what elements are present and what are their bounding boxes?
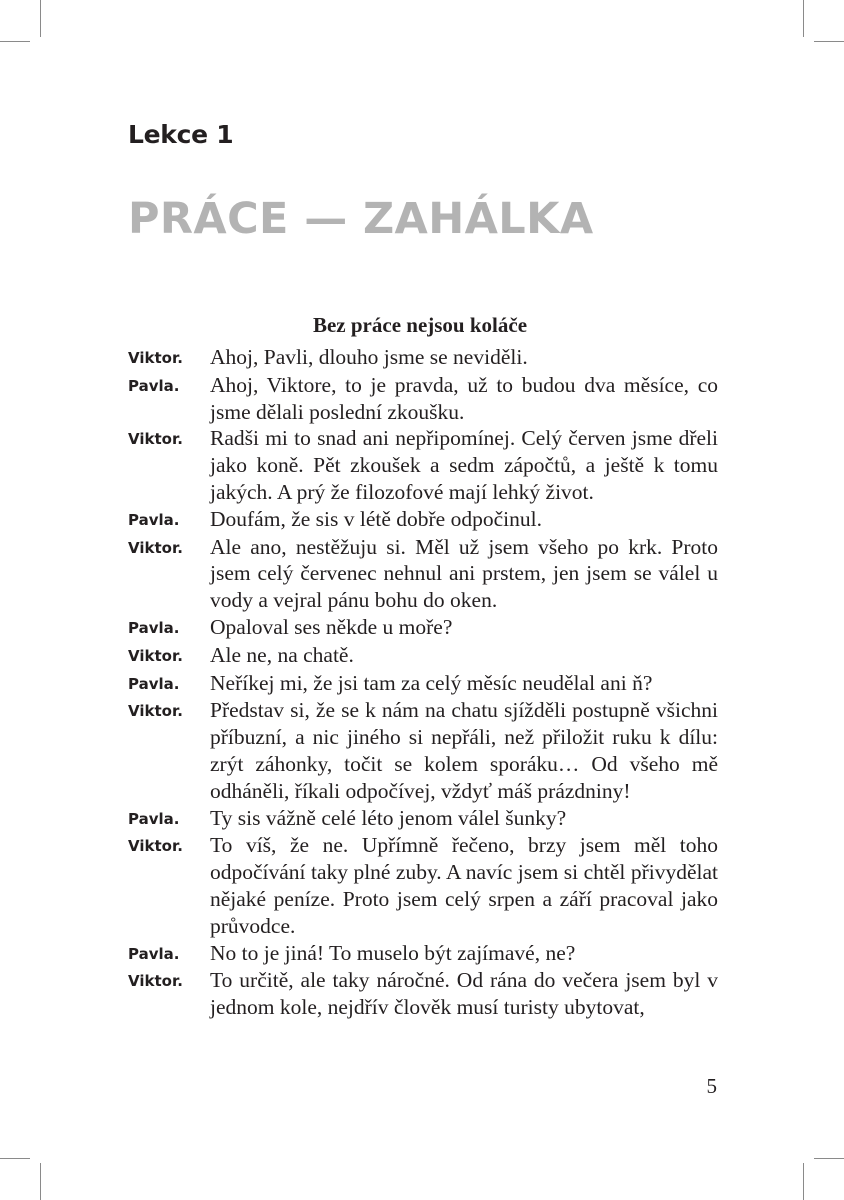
crop-mark-bottom-left (40, 1163, 41, 1200)
speech-text: To víš, že ne. Upřímně řečeno, brzy jsem měl toho odpočívání taky plné zuby. A navíc jsem si chtěl přivydělat nějaké peníze. Proto jsem celý srpen a září pracoval jako průvodce. (210, 833, 718, 938)
dialogue-heading (0, 313, 844, 338)
speaker-name: Viktor. (128, 349, 183, 367)
crop-mark-top-left (40, 0, 41, 37)
speaker-name: Viktor. (128, 646, 183, 665)
speech-text: Ale ano, nestěžuju si. Měl už jsem všeho po krk. Proto jsem celý červenec nehnul ani prstem, jen jsem se válel u vody a vejral pánu bohu do oken. (210, 534, 718, 613)
speaker-name: Pavla. (128, 944, 180, 963)
crop-mark-left-top (0, 41, 30, 42)
dialogue (128, 344, 718, 1021)
crop-mark-bottom-right (803, 1163, 804, 1200)
speech-text: Ahoj, Viktore, to je pravda, už to budou dva měsíce, co jsme dělali poslední zkoušku. (210, 372, 718, 424)
dialogue-line (128, 832, 718, 939)
speech-text: Neříkej mi, že jsi tam za celý měsíc neudělal ani ň? (210, 670, 653, 695)
speaker-name: Viktor. (128, 538, 183, 557)
speech-text: Ahoj, Pavli, dlouho jsme se neviděli. (210, 345, 528, 369)
lesson-label: Lekce 1 (128, 120, 234, 149)
speaker-name: Viktor. (128, 430, 183, 449)
speaker-name: Pavla. (128, 809, 180, 828)
dialogue-line (128, 642, 718, 670)
dialogue-line (128, 670, 718, 698)
speaker-name: Viktor. (128, 702, 183, 721)
crop-mark-right-bottom (814, 1158, 844, 1159)
speaker-name: Pavla. (128, 674, 180, 693)
dialogue-line (128, 425, 718, 505)
crop-mark-right-top (814, 41, 844, 42)
dialogue-line (128, 805, 718, 833)
dialogue-line (128, 697, 718, 804)
speech-text: Ty sis vážně celé léto jenom válel šunky? (210, 805, 567, 830)
speech-text: Představ si, že se k nám na chatu sjížděli postupně všichni příbuzní, a nic jiného si nepřáli, než přiložit ruku k dílu: zrýt záhonky, točit se kolem sporáku… Od všeho mě odháněli, říkali odpočívej, vždyť máš prázdniny! (210, 698, 718, 803)
speaker-name: Pavla. (128, 510, 180, 529)
dialogue-line (128, 344, 718, 372)
speech-text: Opaloval ses někde u moře? (210, 614, 453, 639)
dialogue-line (128, 940, 718, 968)
crop-mark-left-bottom (0, 1158, 30, 1159)
chapter-title: PRÁCE — ZAHÁLKA (128, 194, 594, 244)
speech-text: No to je jiná! To muselo být zajímavé, ne? (210, 940, 576, 965)
dialogue-line (128, 506, 718, 534)
speaker-name: Pavla. (128, 376, 180, 395)
speech-text: Doufám, že sis v létě dobře odpočinul. (210, 506, 542, 531)
dialogue-line (128, 534, 718, 614)
speaker-name: Pavla. (128, 618, 180, 637)
dialogue-heading-text: Bez práce nejsou koláče (312, 313, 528, 337)
page-number: 5 (706, 1074, 717, 1098)
dialogue-line (128, 967, 718, 1021)
speech-text: Ale ne, na chatě. (210, 642, 354, 667)
dialogue-line (128, 614, 718, 642)
speaker-name: Viktor. (128, 837, 183, 856)
crop-mark-top-right (803, 0, 804, 37)
speaker-name: Viktor. (128, 972, 183, 991)
speech-text: Radši mi to snad ani nepřipomínej. Celý červen jsme dřeli jako koně. Pět zkoušek a sedm zápočtů, a ještě k tomu jakých. A prý že filozofové mají lehký život. (210, 426, 718, 504)
dialogue-line (128, 372, 718, 426)
speech-text: To určitě, ale taky náročné. Od rána do večera jsem byl v jednom kole, nejdřív člověk musí turisty ubytovat, (210, 968, 718, 1020)
